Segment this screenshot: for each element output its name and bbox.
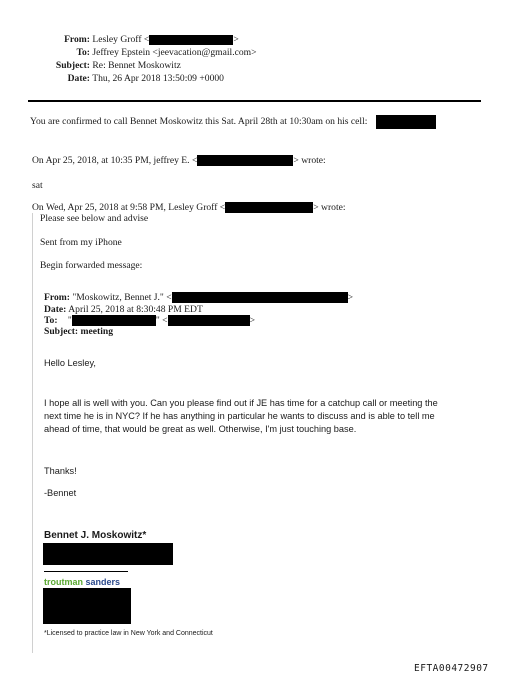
troutman-sanders-logo bbox=[44, 577, 120, 587]
from-close: > bbox=[233, 34, 239, 45]
quote1-line bbox=[32, 155, 326, 166]
quote2-pre: On Wed, Apr 25, 2018 at 9:58 PM, Lesley Groff < bbox=[32, 202, 226, 213]
signature-rule bbox=[44, 571, 128, 572]
signoff: -Bennet bbox=[44, 488, 77, 498]
thanks: Thanks! bbox=[44, 466, 77, 476]
para-line-2: next time he is in NYC? If he has anything in particular he wants to discuss and is able to tell me bbox=[44, 411, 435, 421]
signature-name: Bennet J. Moskowitz* bbox=[44, 530, 147, 541]
quote-bar bbox=[32, 213, 33, 653]
header-divider bbox=[28, 100, 481, 102]
header-to-line bbox=[28, 47, 257, 58]
subject-value: Re: Bennet Moskowitz bbox=[92, 60, 181, 71]
logo-word-troutman: troutman bbox=[44, 577, 83, 587]
fwd-from-close: > bbox=[347, 292, 354, 303]
fwd-from-line bbox=[44, 292, 353, 303]
date-value: Thu, 26 Apr 2018 13:50:09 +0000 bbox=[92, 73, 224, 84]
redaction-box bbox=[72, 315, 156, 326]
bates-number: EFTA00472907 bbox=[414, 663, 489, 674]
fwd-to-mid: " < bbox=[155, 315, 168, 326]
header-subject-line bbox=[28, 60, 181, 71]
para-line-3: ahead of time, that would be great as well. Otherwise, I'm just touching base. bbox=[44, 424, 357, 434]
redaction-box bbox=[43, 588, 131, 624]
redaction-box bbox=[43, 543, 173, 565]
to-label: To: bbox=[76, 47, 90, 58]
fwd-to-line bbox=[44, 315, 255, 326]
header-date-line bbox=[28, 73, 224, 84]
from-label: From: bbox=[64, 34, 90, 45]
quote1-post: > wrote: bbox=[293, 155, 326, 166]
fwd-to-close: > bbox=[249, 315, 255, 326]
fwd-date-line bbox=[44, 304, 203, 315]
quote2-line bbox=[32, 202, 346, 213]
fwd-date-value: April 25, 2018 at 8:30:48 PM EDT bbox=[68, 304, 203, 315]
sent-line: Sent from my iPhone bbox=[40, 237, 122, 248]
to-value: Jeffrey Epstein <jeevacation@gmail.com> bbox=[92, 47, 257, 58]
fwd-from-value: "Moskowitz, Bennet J." < bbox=[72, 292, 172, 303]
date-label: Date: bbox=[67, 73, 90, 84]
greeting: Hello Lesley, bbox=[44, 358, 96, 368]
redaction-box bbox=[197, 155, 293, 166]
subject-label: Subject: bbox=[55, 60, 90, 71]
fwd-subject-value: meeting bbox=[80, 326, 114, 337]
confirm-line bbox=[30, 115, 436, 129]
begin-line: Begin forwarded message: bbox=[40, 260, 143, 271]
logo-word-sanders: sanders bbox=[83, 577, 121, 587]
fwd-to-pre: " bbox=[67, 315, 72, 326]
redaction-box bbox=[168, 315, 250, 326]
quote2-post: > wrote: bbox=[313, 202, 346, 213]
redaction-box bbox=[225, 202, 313, 213]
from-value: Lesley Groff < bbox=[92, 34, 150, 45]
confirm-text: You are confirmed to call Bennet Moskowitz this Sat. April 28th at 10:30am on his cell: bbox=[30, 116, 368, 128]
footnote: *Licensed to practice law in New York and Connecticut bbox=[44, 630, 213, 637]
header-from-line bbox=[28, 34, 239, 45]
sat-line: sat bbox=[32, 180, 43, 191]
fwd-to-label: To: bbox=[44, 315, 58, 326]
redaction-box bbox=[149, 35, 233, 45]
please-line: Please see below and advise bbox=[40, 213, 149, 224]
quote1-pre: On Apr 25, 2018, at 10:35 PM, jeffrey E. < bbox=[32, 155, 198, 166]
redaction-box bbox=[376, 115, 436, 129]
para-line-1: I hope all is well with you. Can you please find out if JE has time for a catchup call or meeting the bbox=[44, 398, 438, 408]
fwd-from-label: From: bbox=[44, 292, 70, 303]
fwd-subject-line bbox=[44, 326, 113, 337]
fwd-date-label: Date: bbox=[44, 304, 67, 315]
redaction-box bbox=[172, 292, 348, 303]
fwd-subject-label: Subject: bbox=[44, 326, 79, 337]
